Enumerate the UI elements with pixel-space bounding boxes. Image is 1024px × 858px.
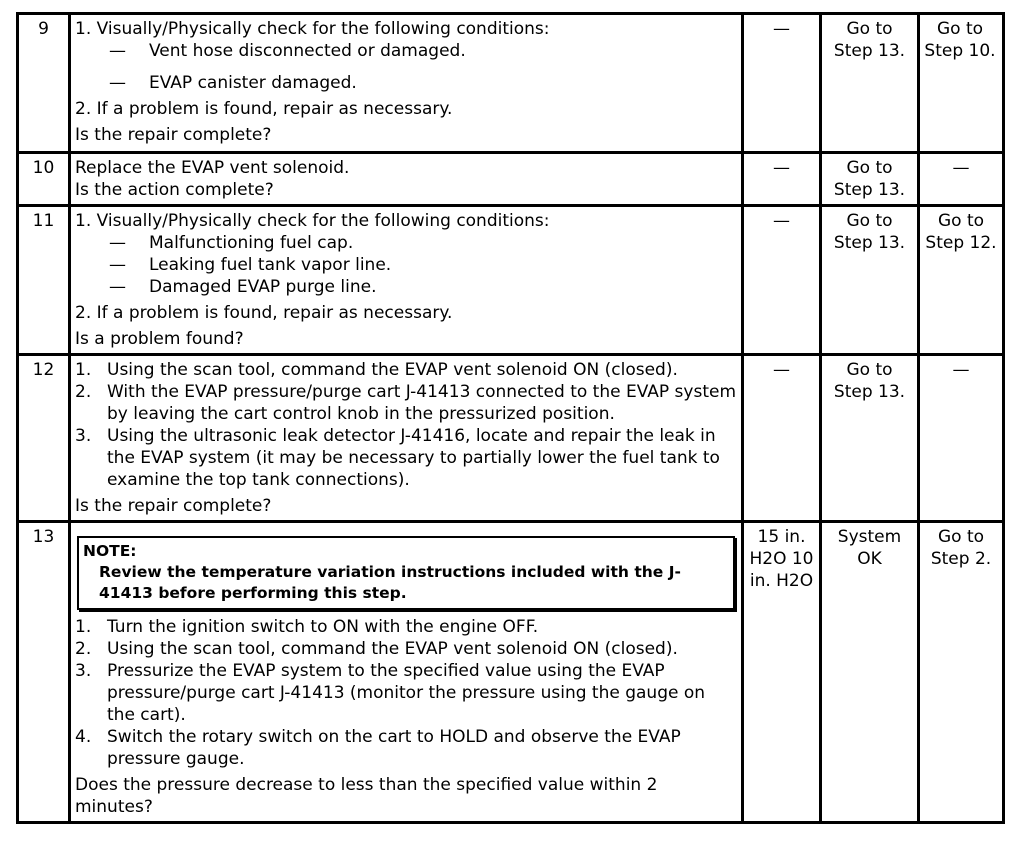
- table-row: [19, 356, 1005, 523]
- step-value: —: [744, 15, 822, 154]
- dash-bullet: —: [109, 73, 126, 93]
- step-no: Go to Step 12.: [920, 207, 1005, 356]
- table-row: [19, 15, 1005, 154]
- item-text: Using the scan tool, command the EVAP vent solenoid ON (closed).: [107, 639, 678, 659]
- item-text: Using the scan tool, command the EVAP vent solenoid ON (closed).: [107, 360, 678, 380]
- condition-item: [75, 254, 737, 276]
- table-row: [19, 523, 1005, 824]
- condition-text: Malfunctioning fuel cap.: [149, 233, 354, 253]
- condition-text: Leaking fuel tank vapor line.: [149, 255, 392, 275]
- step-number: 11: [19, 207, 71, 356]
- condition-item: [75, 40, 737, 62]
- item-text: Using the ultrasonic leak detector J-41416, locate and repair the leak in the EVAP system (it may be necessary to partially lower the fuel tank to examine the top tank connections).: [107, 426, 720, 490]
- step-number: 12: [19, 356, 71, 523]
- condition-text: Vent hose disconnected or damaged.: [149, 41, 466, 61]
- step-action: [71, 207, 744, 356]
- numbered-item: [75, 425, 737, 491]
- action-line: Replace the EVAP vent solenoid.: [75, 158, 350, 178]
- step-yes: Go to Step 13.: [822, 154, 920, 207]
- dash-bullet: —: [109, 233, 126, 253]
- step-number: 13: [19, 523, 71, 824]
- condition-item: [75, 72, 737, 94]
- condition-item: [75, 276, 737, 298]
- step-yes: System OK: [822, 523, 920, 824]
- item-text: With the EVAP pressure/purge cart J-41413 connected to the EVAP system by leaving the cart control knob in the pressurized position.: [107, 382, 737, 424]
- step-no: —: [920, 356, 1005, 523]
- action-line: 1. Visually/Physically check for the following conditions:: [75, 211, 550, 231]
- step-value: [744, 523, 822, 824]
- step-action: [71, 523, 744, 824]
- numbered-item: [75, 381, 737, 425]
- numbered-item: [75, 359, 737, 381]
- item-number: 3.: [75, 661, 92, 681]
- step-question: Is the action complete?: [75, 180, 274, 200]
- numbered-item: [75, 616, 737, 638]
- step-yes: Go to Step 13.: [822, 15, 920, 154]
- item-text: Pressurize the EVAP system to the specified value using the EVAP pressure/purge cart J-41413 (monitor the pressure using the gauge on the cart).: [107, 661, 706, 725]
- item-text: Turn the ignition switch to ON with the engine OFF.: [107, 617, 539, 637]
- note-body: Review the temperature variation instructions included with the J-41413 before performing this step.: [99, 563, 681, 602]
- item-number: 1.: [75, 617, 92, 637]
- step-value: —: [744, 154, 822, 207]
- condition-text: EVAP canister damaged.: [149, 73, 357, 93]
- step-yes: Go to Step 13.: [822, 356, 920, 523]
- action-line: 2. If a problem is found, repair as necessary.: [75, 99, 453, 119]
- step-action: [71, 15, 744, 154]
- item-number: 4.: [75, 727, 92, 747]
- diagnostic-table: [16, 12, 1005, 824]
- step-yes: Go to Step 13.: [822, 207, 920, 356]
- step-action: [71, 356, 744, 523]
- step-number: 9: [19, 15, 71, 154]
- table-row: [19, 154, 1005, 207]
- item-text: Switch the rotary switch on the cart to HOLD and observe the EVAP pressure gauge.: [107, 727, 681, 769]
- step-value: —: [744, 207, 822, 356]
- step-question: Is the repair complete?: [75, 496, 272, 516]
- table-row: [19, 207, 1005, 356]
- item-number: 2.: [75, 382, 92, 402]
- action-line: 1. Visually/Physically check for the following conditions:: [75, 19, 550, 39]
- step-value-text: 15 in. H2O 10 in. H2O: [749, 527, 814, 591]
- dash-bullet: —: [109, 277, 126, 297]
- action-line: 2. If a problem is found, repair as necessary.: [75, 303, 453, 323]
- step-action: [71, 154, 744, 207]
- condition-text: Damaged EVAP purge line.: [149, 277, 377, 297]
- numbered-item: [75, 638, 737, 660]
- step-no: Go to Step 2.: [920, 523, 1005, 824]
- item-number: 3.: [75, 426, 92, 446]
- step-no: —: [920, 154, 1005, 207]
- dash-bullet: —: [109, 255, 126, 275]
- item-number: 2.: [75, 639, 92, 659]
- dash-bullet: —: [109, 41, 126, 61]
- item-number: 1.: [75, 360, 92, 380]
- note-title: NOTE:: [83, 542, 137, 560]
- condition-item: [75, 232, 737, 254]
- step-question: Does the pressure decrease to less than the specified value within 2 minutes?: [75, 775, 658, 817]
- step-question: Is the repair complete?: [75, 125, 272, 145]
- step-value: —: [744, 356, 822, 523]
- note-box: [77, 536, 735, 610]
- step-no: [920, 15, 1005, 154]
- step-number: 10: [19, 154, 71, 207]
- step-no-text: Go to Step 10.: [924, 19, 996, 61]
- numbered-item: [75, 660, 737, 726]
- numbered-item: [75, 726, 737, 770]
- step-question: Is a problem found?: [75, 329, 244, 349]
